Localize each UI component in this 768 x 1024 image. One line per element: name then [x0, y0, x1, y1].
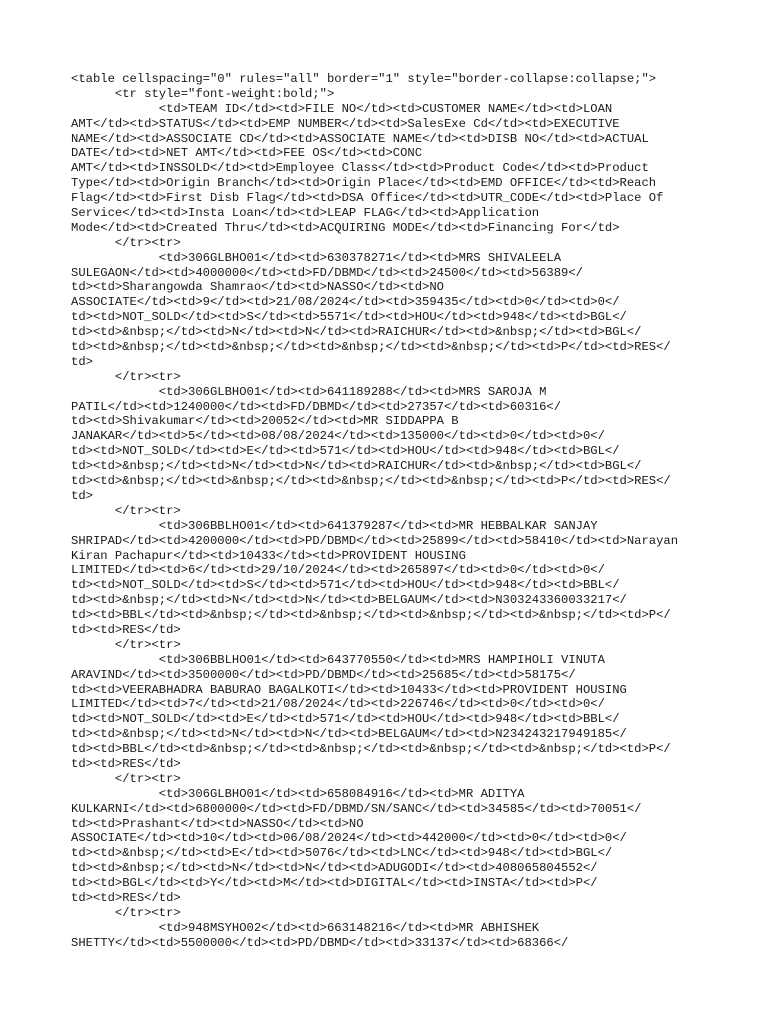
source-line: td><td>&nbsp;</td><td>N</td><td>N</td><td>BELGAUM</td><td>N303243360033217</	[71, 593, 627, 608]
source-line: LIMITED</td><td>7</td><td>21/08/2024</td><td>226746</td><td>0</td><td>0</	[71, 697, 605, 712]
source-line: td><td>BBL</td><td>&nbsp;</td><td>&nbsp;</td><td>&nbsp;</td><td>&nbsp;</td><td>P</	[71, 742, 671, 757]
source-line: <td>TEAM ID</td><td>FILE NO</td><td>CUSTOMER NAME</td><td>LOAN	[71, 101, 613, 116]
source-line: Service</td><td>Insta Loan</td><td>LEAP FLAG</td><td>Application	[71, 206, 540, 221]
source-line: td><td>BGL</td><td>Y</td><td>M</td><td>DIGITAL</td><td>INSTA</td><td>P</	[71, 876, 598, 891]
source-line: td><td>NOT_SOLD</td><td>S</td><td>571</td><td>HOU</td><td>948</td><td>BBL</	[71, 578, 620, 593]
source-line: td><td>NOT_SOLD</td><td>E</td><td>571</td><td>HOU</td><td>948</td><td>BGL</	[71, 444, 620, 459]
source-line: ARAVIND</td><td>3500000</td><td>PD/DBMD</td><td>25685</td><td>58175</	[71, 667, 576, 682]
source-line: td><td>NOT_SOLD</td><td>S</td><td>5571</td><td>HOU</td><td>948</td><td>BGL</	[71, 310, 627, 325]
source-line: </tr><tr>	[71, 235, 181, 250]
source-line: td><td>VEERABHADRA BABURAO BAGALKOTI</td><td>10433</td><td>PROVIDENT HOUSING	[71, 682, 627, 697]
source-line: td><td>&nbsp;</td><td>N</td><td>N</td><td>RAICHUR</td><td>&nbsp;</td><td>BGL</	[71, 325, 642, 340]
source-line: JANAKAR</td><td>5</td><td>08/08/2024</td><td>135000</td><td>0</td><td>0</	[71, 429, 605, 444]
source-line: <td>306GLBHO01</td><td>630378271</td><td>MRS SHIVALEELA	[71, 250, 562, 265]
source-line: <td>948MSYHO02</td><td>663148216</td><td>MR ABHISHEK	[71, 920, 540, 935]
source-line: <td>306BBLHO01</td><td>641379287</td><td>MR HEBBALKAR SANJAY	[71, 518, 598, 533]
source-line: AMT</td><td>INSSOLD</td><td>Employee Class</td><td>Product Code</td><td>Product	[71, 161, 649, 176]
source-line: td><td>Sharangowda Shamrao</td><td>NASSO</td><td>NO	[71, 280, 444, 295]
source-line: td><td>&nbsp;</td><td>N</td><td>N</td><td>ADUGODI</td><td>408065804552</	[71, 861, 598, 876]
source-line: td><td>RES</td>	[71, 622, 181, 637]
source-line: td><td>Shivakumar</td><td>20052</td><td>MR SIDDAPPA B	[71, 414, 459, 429]
source-line: SHRIPAD</td><td>4200000</td><td>PD/DBMD</td><td>25899</td><td>58410</td><td>Narayan	[71, 533, 679, 548]
source-line: </tr><tr>	[71, 905, 181, 920]
source-line: SULEGAON</td><td>4000000</td><td>FD/DBMD</td><td>24500</td><td>56389</	[71, 265, 583, 280]
source-line: </tr><tr>	[71, 503, 181, 518]
source-line: td><td>NOT_SOLD</td><td>E</td><td>571</td><td>HOU</td><td>948</td><td>BBL</	[71, 712, 620, 727]
source-line: ASSOCIATE</td><td>9</td><td>21/08/2024</td><td>359435</td><td>0</td><td>0</	[71, 295, 620, 310]
source-line: td><td>&nbsp;</td><td>N</td><td>N</td><td>BELGAUM</td><td>N234243217949185</	[71, 727, 627, 742]
source-line: <tr style="font-weight:bold;">	[71, 86, 335, 101]
source-line: td>	[71, 488, 93, 503]
source-line: ASSOCIATE</td><td>10</td><td>06/08/2024</td><td>442000</td><td>0</td><td>0</	[71, 831, 627, 846]
source-line: </tr><tr>	[71, 771, 181, 786]
source-line: Kiran Pachapur</td><td>10433</td><td>PROVIDENT HOUSING	[71, 548, 466, 563]
source-line: <table cellspacing="0" rules="all" border="1" style="border-collapse:collapse;">	[71, 72, 657, 86]
html-source-text	[71, 72, 761, 951]
source-line: td><td>&nbsp;</td><td>&nbsp;</td><td>&nbsp;</td><td>&nbsp;</td><td>P</td><td>RES</	[71, 340, 671, 355]
source-line: AMT</td><td>STATUS</td><td>EMP NUMBER</td><td>SalesExe Cd</td><td>EXECUTIVE	[71, 116, 620, 131]
source-line: td><td>Prashant</td><td>NASSO</td><td>NO	[71, 816, 364, 831]
source-line: SHETTY</td><td>5500000</td><td>PD/DBMD</td><td>33137</td><td>68366</	[71, 935, 569, 950]
source-line: <td>306GLBHO01</td><td>658084916</td><td>MR ADITYA	[71, 786, 525, 801]
source-line: td>	[71, 354, 93, 369]
source-line: LIMITED</td><td>6</td><td>29/10/2024</td><td>265897</td><td>0</td><td>0</	[71, 563, 605, 578]
source-line: Type</td><td>Origin Branch</td><td>Origin Place</td><td>EMD OFFICE</td><td>Reach	[71, 176, 657, 191]
source-line: <td>306BBLHO01</td><td>643770550</td><td>MRS HAMPIHOLI VINUTA	[71, 652, 605, 667]
source-line: </tr><tr>	[71, 637, 181, 652]
source-line: <td>306GLBHO01</td><td>641189288</td><td>MRS SAROJA M	[71, 384, 547, 399]
source-line: td><td>RES</td>	[71, 756, 181, 771]
source-line: </tr><tr>	[71, 369, 181, 384]
source-line: td><td>&nbsp;</td><td>&nbsp;</td><td>&nbsp;</td><td>&nbsp;</td><td>P</td><td>RES</	[71, 474, 671, 489]
source-line: Flag</td><td>First Disb Flag</td><td>DSA Office</td><td>UTR_CODE</td><td>Place Of	[71, 191, 664, 206]
source-line: DATE</td><td>NET AMT</td><td>FEE OS</td><td>CONC	[71, 146, 423, 161]
source-line: Mode</td><td>Created Thru</td><td>ACQUIRING MODE</td><td>Financing For</td>	[71, 220, 620, 235]
source-line: PATIL</td><td>1240000</td><td>FD/DBMD</td><td>27357</td><td>60316</	[71, 399, 562, 414]
source-line: td><td>BBL</td><td>&nbsp;</td><td>&nbsp;</td><td>&nbsp;</td><td>&nbsp;</td><td>P</	[71, 608, 671, 623]
source-line: td><td>&nbsp;</td><td>N</td><td>N</td><td>RAICHUR</td><td>&nbsp;</td><td>BGL</	[71, 459, 642, 474]
source-line: NAME</td><td>ASSOCIATE CD</td><td>ASSOCIATE NAME</td><td>DISB NO</td><td>ACTUAL	[71, 131, 649, 146]
source-line: td><td>RES</td>	[71, 890, 181, 905]
source-line: KULKARNI</td><td>6800000</td><td>FD/DBMD/SN/SANC</td><td>34585</td><td>70051</	[71, 801, 642, 816]
source-line: td><td>&nbsp;</td><td>E</td><td>5076</td><td>LNC</td><td>948</td><td>BGL</	[71, 846, 613, 861]
